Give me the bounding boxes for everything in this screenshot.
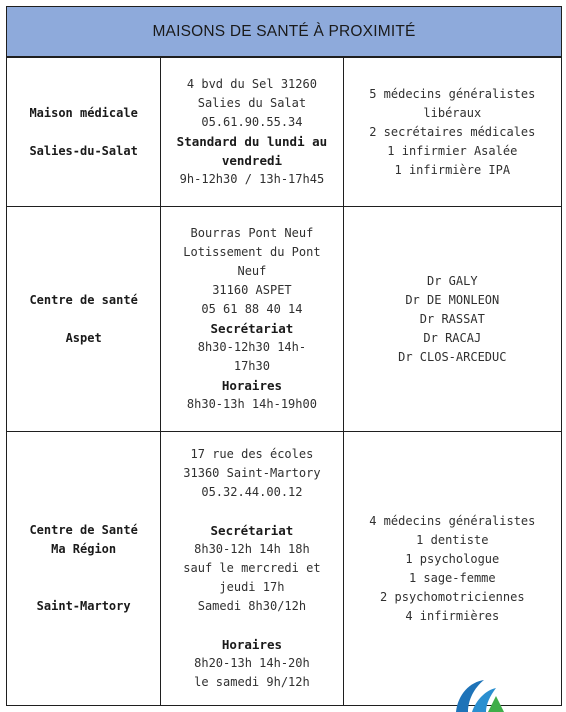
opening-hours-title: Horaires [221, 378, 283, 393]
staff-line: libéraux [423, 105, 482, 120]
address-line: Bourras Pont Neuf [190, 226, 314, 240]
staff-line: 1 infirmière IPA [394, 162, 511, 177]
center-place: Salies-du-Salat [29, 143, 138, 158]
staff-line: 1 sage-femme [408, 570, 496, 585]
staff-cell [343, 207, 561, 432]
staff-line: Dr DE MONLEON [405, 292, 500, 307]
staff-line: 4 infirmières [405, 608, 500, 623]
opening-hours: 8h20-13h 14h-20h [194, 656, 310, 670]
center-name-cell [7, 432, 161, 706]
table-title: MAISONS DE SANTÉ À PROXIMITÉ [6, 6, 562, 57]
staff-line: Dr CLOS-ARCEDUC [398, 349, 507, 364]
hours-title: vendredi [221, 153, 283, 168]
opening-hours: le samedi 9h/12h [194, 675, 310, 689]
staff-line: Dr RASSAT [419, 311, 485, 326]
staff-line: 2 secrétaires médicales [369, 124, 536, 139]
staff-line: 2 psychomotriciennes [380, 589, 525, 604]
hours-line: 9h-12h30 / 13h-17h45 [179, 172, 325, 186]
contact-cell [161, 58, 343, 207]
address-line: Salies du Salat [197, 96, 307, 110]
center-name: Centre de Santé [29, 523, 138, 537]
opening-hours: 8h30-13h 14h-19h00 [186, 397, 317, 411]
staff-line: 1 psychologue [405, 551, 500, 566]
center-place: Saint-Martory [36, 599, 131, 613]
staff-line: 1 infirmier Asalée [387, 143, 518, 158]
secretariat-hours: 17h30 [233, 359, 270, 373]
contact-cell [161, 432, 343, 706]
staff-cell [343, 58, 561, 207]
center-place: Aspet [65, 330, 102, 345]
address-line: Neuf [237, 264, 267, 278]
address-line: 17 rue des écoles [190, 447, 314, 461]
address-line: 31360 Saint-Martory [183, 466, 321, 480]
staff-line: 5 médecins généralistes [369, 86, 536, 101]
staff-line: Dr RACAJ [423, 330, 482, 345]
table-row [7, 207, 562, 432]
staff-cell [343, 432, 561, 706]
staff-line: Dr GALY [427, 273, 478, 288]
secretariat-hours: 8h30-12h 14h 18h [194, 542, 310, 556]
address-line: Lotissement du Pont [183, 245, 321, 259]
health-centers-table [6, 57, 562, 706]
phone-number: 05.61.90.55.34 [201, 115, 303, 129]
staff-line: 4 médecins généralistes [369, 513, 536, 528]
address-line: 4 bvd du Sel 31260 [186, 77, 317, 91]
opening-hours-title: Horaires [221, 637, 283, 652]
staff-line: 1 dentiste [416, 532, 489, 547]
center-name-cell [7, 58, 161, 207]
secretariat-hours: 8h30-12h30 14h- [197, 340, 307, 354]
secretariat-hours: Samedi 8h30/12h [197, 599, 307, 613]
center-name-cell [7, 207, 161, 432]
table-row [7, 58, 562, 207]
contact-cell [161, 207, 343, 432]
table-row [7, 432, 562, 706]
secretariat-hours: jeudi 17h [219, 580, 285, 594]
logo-icon [450, 676, 510, 712]
center-name: Maison médicale [29, 105, 138, 120]
phone-number: 05 61 88 40 14 [201, 302, 303, 316]
secretariat-title: Secrétariat [210, 523, 294, 538]
center-name: Ma Région [51, 542, 117, 556]
phone-number: 05.32.44.00.12 [201, 485, 303, 499]
secretariat-title: Secrétariat [210, 321, 294, 336]
secretariat-hours: sauf le mercredi et [183, 561, 321, 575]
address-line: 31160 ASPET [212, 283, 292, 297]
center-name: Centre de santé [29, 292, 138, 307]
health-centers-document [6, 6, 562, 706]
hours-title: Standard du lundi au [176, 134, 328, 149]
